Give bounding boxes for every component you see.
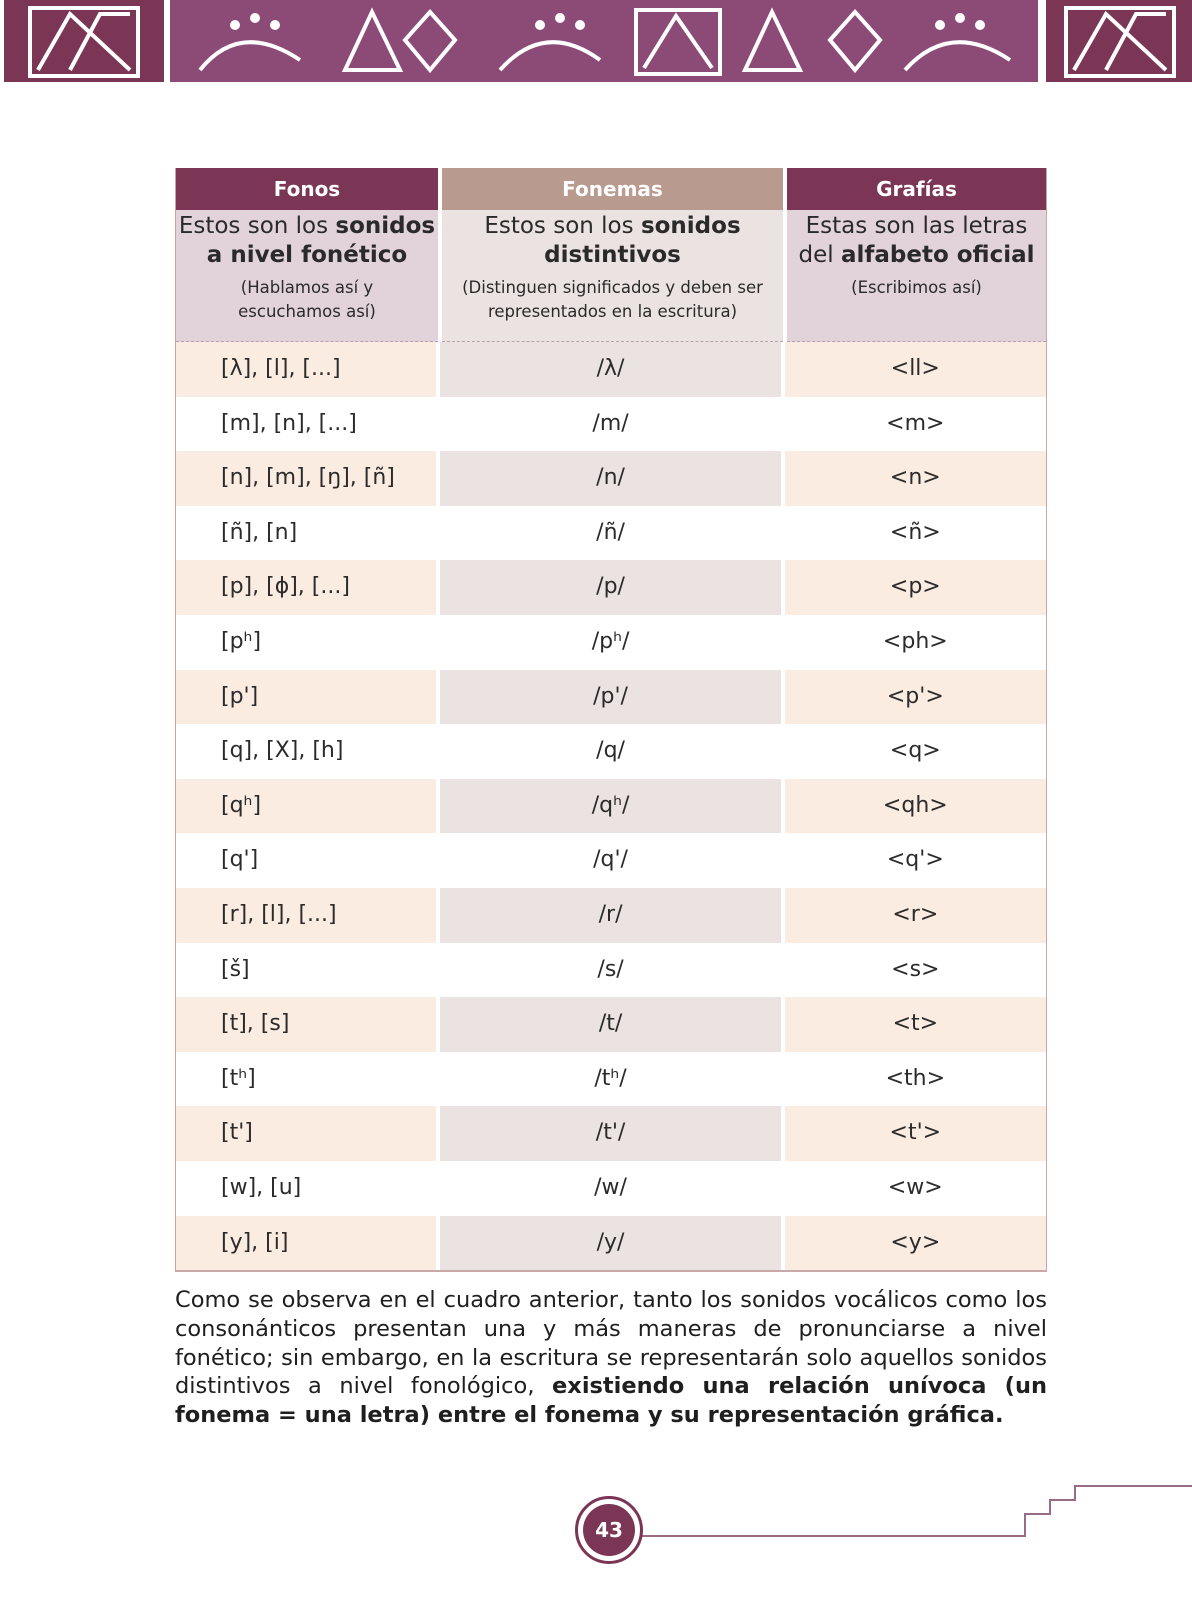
table-row — [176, 997, 1046, 1052]
grafia-cell: <y> — [785, 1216, 1046, 1271]
fono-cell: [n], [m], [ŋ], [ñ] — [176, 451, 436, 506]
grafia-cell: <r> — [785, 888, 1046, 943]
page-number: 43 — [583, 1504, 635, 1556]
fonema-cell: /λ/ — [440, 342, 780, 397]
grafia-cell: <th> — [785, 1052, 1046, 1107]
header-fonemas: Fonemas — [442, 168, 783, 210]
fono-cell: [ñ], [n] — [176, 506, 436, 561]
fonema-cell: /w/ — [440, 1161, 780, 1216]
grafia-cell: <t'> — [785, 1106, 1046, 1161]
fonema-cell: /s/ — [440, 943, 780, 998]
table-row — [176, 670, 1046, 725]
table-row — [176, 724, 1046, 779]
paragraph-plain: Como se observa en el cuadro anterior, tanto los sonidos vocálicos como los consonánticos presentan una y más maneras de pronunciarse a nivel fonético; sin embargo, en la escritura se representarán solo aquellos sonidos distintivos a nivel fonológico, — [175, 1287, 1047, 1400]
grafias-desc-bold2: alfabeto oficial — [840, 242, 1035, 268]
paragraph-bold: existiendo una relación unívoca (un fonema = una letra) entre el fonema y su representación gráfica. — [175, 1373, 1047, 1429]
fonema-cell: /q/ — [440, 724, 780, 779]
header-fonos-desc — [176, 210, 438, 342]
table-row — [176, 615, 1046, 670]
fonema-cell: /m/ — [440, 397, 780, 452]
table-row — [176, 779, 1046, 834]
fonema-cell: /ñ/ — [440, 506, 780, 561]
fono-cell: [t'] — [176, 1106, 436, 1161]
grafia-cell: <p'> — [785, 670, 1046, 725]
header-grafias: Grafías — [787, 168, 1046, 210]
fono-cell: [tʰ] — [176, 1052, 436, 1107]
header-grafias-desc — [787, 210, 1046, 342]
grafia-cell: <s> — [785, 943, 1046, 998]
fono-cell: [š] — [176, 943, 436, 998]
fono-cell: [p], [ɸ], [...] — [176, 560, 436, 615]
grafia-cell: <w> — [785, 1161, 1046, 1216]
header-fonemas-desc — [442, 210, 783, 342]
fonos-note-1: (Hablamos así y — [240, 278, 374, 297]
fono-cell: [y], [i] — [176, 1216, 436, 1271]
fono-cell: [p'] — [176, 670, 436, 725]
fonema-cell: /tʰ/ — [440, 1052, 780, 1107]
grafia-cell: <t> — [785, 997, 1046, 1052]
phoneme-table — [175, 168, 1047, 1272]
grafia-cell: <q'> — [785, 833, 1046, 888]
table-row — [176, 342, 1046, 397]
grafias-desc-pre2: del — [798, 242, 841, 268]
table-row — [176, 888, 1046, 943]
grafia-cell: <ñ> — [785, 506, 1046, 561]
grafia-cell: <m> — [785, 397, 1046, 452]
grafia-cell: <q> — [785, 724, 1046, 779]
fono-cell: [m], [n], [...] — [176, 397, 436, 452]
table-row — [176, 506, 1046, 561]
fonema-cell: /t'/ — [440, 1106, 780, 1161]
table-header-descriptions — [176, 210, 1046, 342]
fonema-cell: /y/ — [440, 1216, 780, 1271]
fono-cell: [q], [X], [h] — [176, 724, 436, 779]
table-body — [176, 342, 1046, 1270]
fonos-desc-bold2: a nivel fonético — [206, 242, 408, 268]
grafia-cell: <p> — [785, 560, 1046, 615]
fonemas-desc-pre: Estos son los — [484, 213, 641, 239]
fono-cell: [pʰ] — [176, 615, 436, 670]
fono-cell: [r], [l], [...] — [176, 888, 436, 943]
table-row — [176, 1216, 1046, 1271]
table-row — [176, 560, 1046, 615]
fonema-cell: /n/ — [440, 451, 780, 506]
fono-cell: [λ], [l], [...] — [176, 342, 436, 397]
grafia-cell: <qh> — [785, 779, 1046, 834]
grafia-cell: <ll> — [785, 342, 1046, 397]
table-row — [176, 833, 1046, 888]
fonemas-desc-bold2: distintivos — [544, 242, 681, 268]
fono-cell: [q'] — [176, 833, 436, 888]
page-number-badge — [575, 1496, 643, 1564]
fono-cell: [qʰ] — [176, 779, 436, 834]
fonema-cell: /p'/ — [440, 670, 780, 725]
textile-pattern-icon — [0, 0, 1192, 84]
fonema-cell: /qʰ/ — [440, 779, 780, 834]
fonemas-note-1: (Distinguen significados y deben ser — [462, 278, 763, 297]
table-row — [176, 451, 1046, 506]
fonemas-note-2: representados en la escritura) — [487, 302, 738, 321]
header-fonos: Fonos — [176, 168, 438, 210]
table-header-titles — [176, 168, 1046, 210]
explanation-paragraph — [175, 1286, 1047, 1430]
fonema-cell: /pʰ/ — [440, 615, 780, 670]
decorative-banner — [0, 0, 1192, 84]
table-row — [176, 1106, 1046, 1161]
fonos-desc-pre: Estos son los — [178, 213, 336, 239]
fonema-cell: /p/ — [440, 560, 780, 615]
grafia-cell: <n> — [785, 451, 1046, 506]
table-row — [176, 397, 1046, 452]
grafias-desc-line1: Estas son las letras — [805, 213, 1028, 239]
fonema-cell: /r/ — [440, 888, 780, 943]
fonema-cell: /t/ — [440, 997, 780, 1052]
grafias-note: (Escribimos así) — [851, 278, 982, 297]
table-row — [176, 1052, 1046, 1107]
fonos-desc-bold1: sonidos — [335, 213, 436, 239]
grafia-cell: <ph> — [785, 615, 1046, 670]
fonos-note-2: escuchamos así) — [238, 302, 376, 321]
fonema-cell: /q'/ — [440, 833, 780, 888]
table-row — [176, 943, 1046, 998]
fono-cell: [w], [u] — [176, 1161, 436, 1216]
fonemas-desc-bold1: sonidos — [640, 213, 741, 239]
table-row — [176, 1161, 1046, 1216]
fono-cell: [t], [s] — [176, 997, 436, 1052]
